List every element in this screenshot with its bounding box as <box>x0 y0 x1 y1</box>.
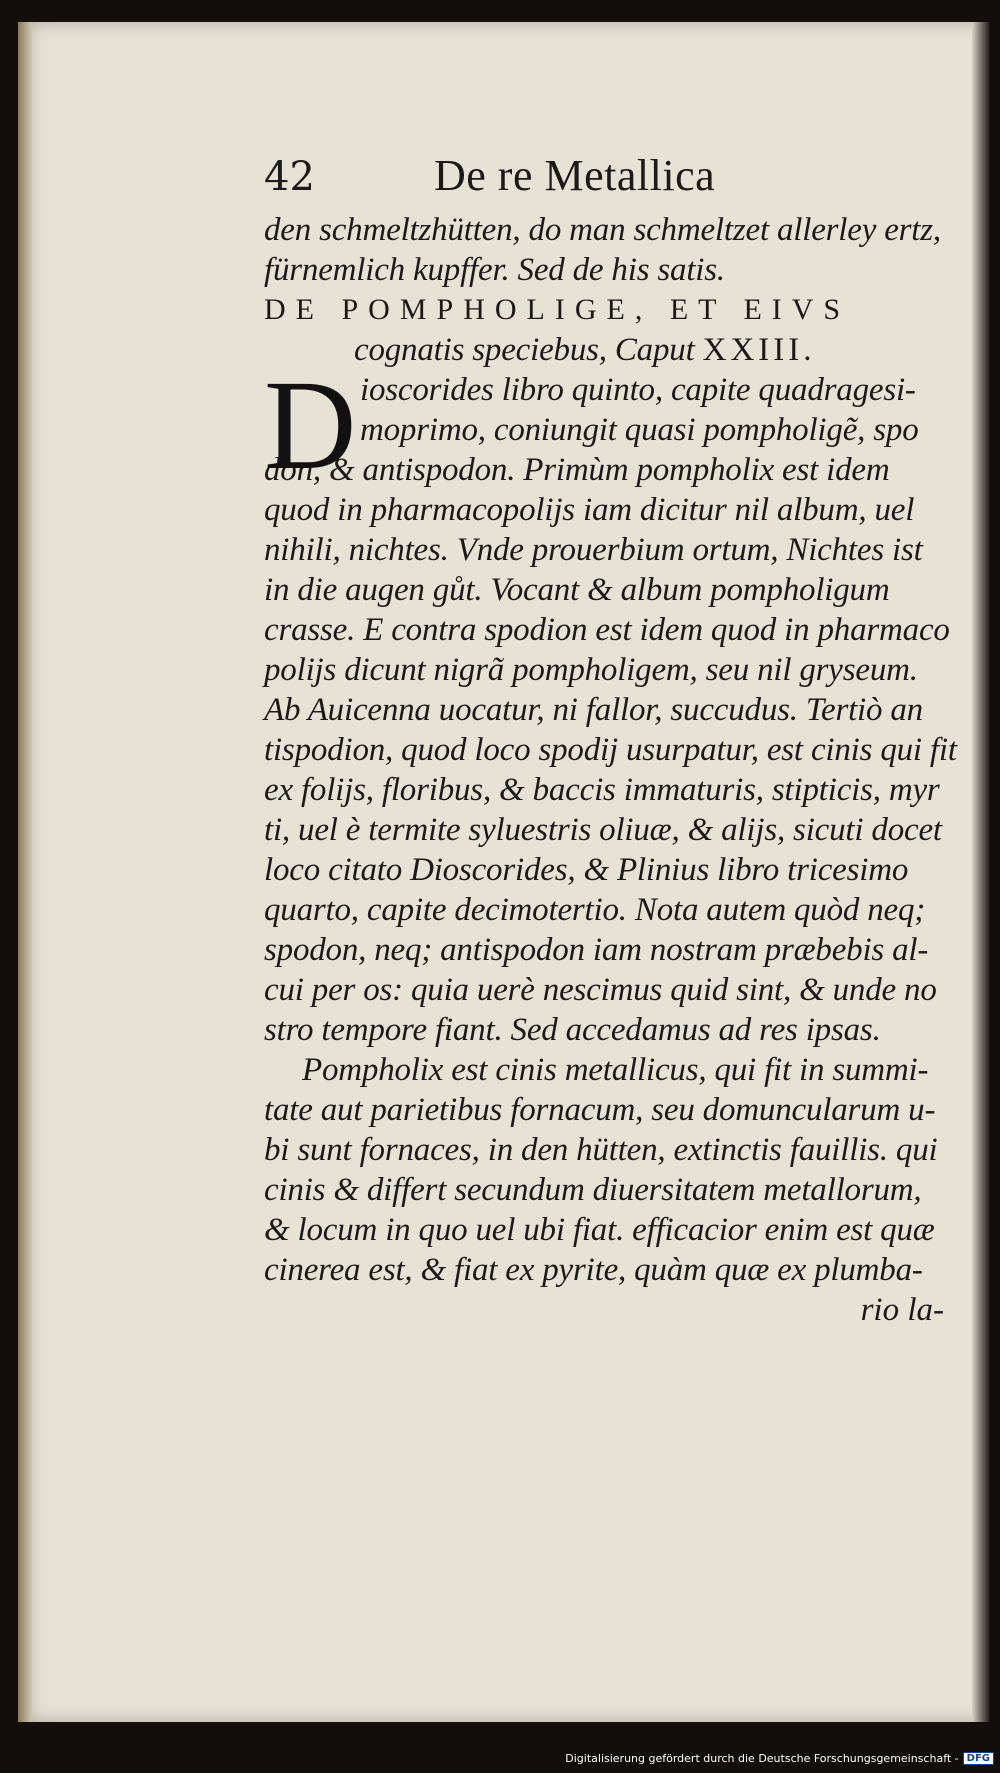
text-line: ti, uel è termite syluestris oliuæ, & alijs, sicuti docet <box>264 812 942 848</box>
text-line: quod in pharmacopolijs iam dicitur nil album, uel <box>264 492 915 528</box>
text-block <box>264 150 957 1330</box>
catchword-row <box>264 1290 944 1330</box>
text-line: den schmeltzhütten, do man schmeltzet allerley ertz, <box>264 212 941 248</box>
text-line: ex folijs, floribus, & baccis immaturis, stipticis, myr <box>264 772 940 808</box>
dfg-logo: DFG <box>963 1752 994 1765</box>
text-line: moprimo, coniungit quasi pompholigẽ, spo <box>360 412 919 448</box>
text-line: cinis & differt secundum diuersitatem metallorum, <box>264 1172 922 1208</box>
page-number: 42 <box>264 154 315 200</box>
text-line: & locum in quo uel ubi fiat. efficacior enim est quæ <box>264 1212 935 1248</box>
page-edge <box>972 22 990 1722</box>
text-line: Ab Auicenna uocatur, ni fallor, succudus. Tertiò an <box>264 692 923 728</box>
page-header <box>264 150 944 210</box>
page-gutter <box>18 22 32 1722</box>
text-line: quarto, capite decimotertio. Nota autem quòd neq; <box>264 892 926 928</box>
text-line: ioscorides libro quinto, capite quadragesi- <box>360 372 916 408</box>
text-line: nihili, nichtes. Vnde prouerbium ortum, Nichtes ist <box>264 532 923 568</box>
text-line: crasse. E contra spodion est idem quod in pharmaco <box>264 612 950 648</box>
credit-text: Digitalisierung gefördert durch die Deutsche Forschungsgemeinschaft - <box>565 1751 959 1765</box>
chapter-caption-text: cognatis speciebus, Caput <box>354 332 695 368</box>
text-line: fürnemlich kupffer. Sed de his satis. <box>264 252 725 288</box>
text-line: bi sunt fornaces, in den hütten, extinctis fauillis. qui <box>264 1132 938 1168</box>
text-line: loco citato Dioscorides, & Plinius libro tricesimo <box>264 852 909 888</box>
running-head: De re Metallica <box>434 151 716 200</box>
text-line: cui per os: quia uerè nescimus quid sint, & unde no <box>264 972 937 1008</box>
text-line: Pompholix est cinis metallicus, qui fit in summi- <box>302 1052 929 1088</box>
digitization-credit <box>565 1749 1000 1767</box>
text-line: tate aut parietibus fornacum, seu domuncularum u- <box>264 1092 936 1128</box>
text-line: stro tempore fiant. Sed accedamus ad res ipsas. <box>264 1012 881 1048</box>
text-line: tispodion, quod loco spodij usurpatur, est cinis qui fit <box>264 732 957 768</box>
catchword: rio la- <box>860 1292 944 1328</box>
text-line: cinerea est, & fiat ex pyrite, quàm quæ ex plumba- <box>264 1252 923 1288</box>
paragraph-1 <box>264 354 957 1050</box>
chapter-title: DE POMPHOLIGE, ET EIVS <box>264 293 851 326</box>
chapter-caption <box>264 330 944 370</box>
text-line: polijs dicunt nigrã pompholigem, seu nil gryseum. <box>264 652 918 688</box>
drop-cap-initial: D <box>264 354 357 496</box>
text-line: don, & antispodon. Primùm pompholix est idem <box>264 452 890 488</box>
paragraph-2 <box>264 1050 944 1290</box>
chapter-numeral: XXIII. <box>702 332 816 368</box>
text-line: in die augen gůt. Vocant & album pompholigum <box>264 572 890 608</box>
book-page <box>18 22 990 1722</box>
text-line: spodon, neq; antispodon iam nostram præbebis al- <box>264 932 929 968</box>
